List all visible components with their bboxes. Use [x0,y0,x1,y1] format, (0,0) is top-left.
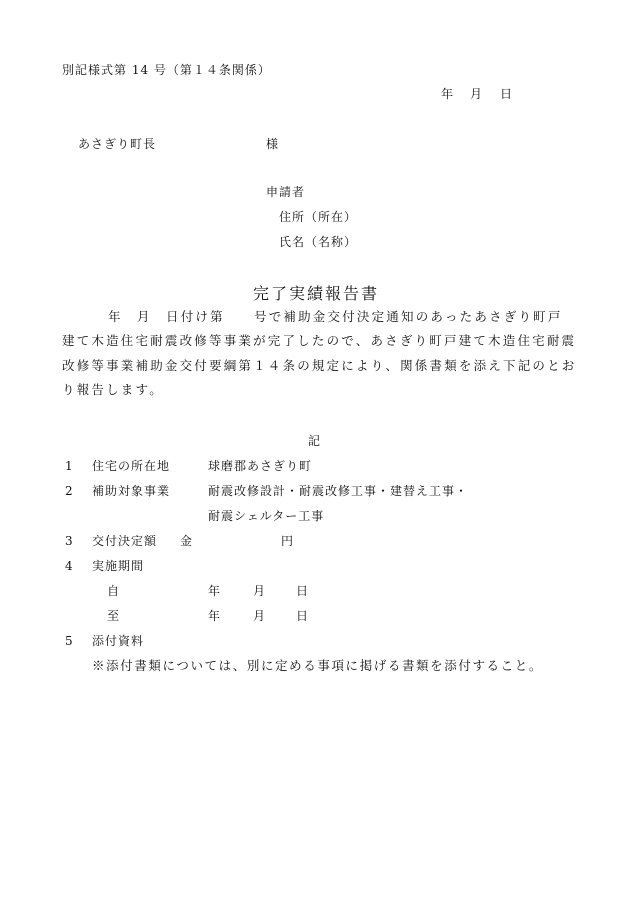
period-to-month: 月 [253,609,267,623]
body-line2: 建て木造住宅耐震改修等事業が完了したので、あさぎり町戸建て木造住宅耐震 [62,333,577,348]
addressee-honorific: 様 [266,137,280,151]
item-5-label: 添付資料 [92,634,145,648]
date-day: 日 [500,87,514,101]
applicant-address-label: 住所（所在） [279,210,358,224]
item-3-label: 交付決定額 [92,534,158,548]
addressee-name: あさぎり町長 [78,137,157,151]
item-1-value: 球磨郡あさぎり町 [208,459,313,473]
form-number: 別記様式第 14 号（第１４条関係） [62,63,271,77]
document-title: 完了実績報告書 [253,284,380,303]
body-line1-rest: 号で補助金交付決定通知のあったあさぎり町戸 [254,309,563,324]
period-to-label: 至 [107,609,121,623]
applicant-label: 申請者 [266,185,306,199]
item-2-value: 耐震改修設計・耐震改修工事・建替え工事・ [208,484,469,498]
item-1-num: 1 [65,459,74,473]
date-month: 月 [470,87,484,101]
body-day-ref: 日付け第 [166,309,225,324]
period-to-day: 日 [296,609,310,623]
ki-heading: 記 [308,434,322,448]
item-3-num: 3 [65,534,74,548]
item-2-num: 2 [65,484,74,498]
item-4-num: 4 [65,559,74,573]
item-2-label: 補助対象事業 [92,484,171,498]
body-line3: 改修等事業補助金交付要綱第１４条の規定により、関係書類を添え下記のとお [62,358,577,373]
body-month: 月 [137,309,152,324]
period-from-year: 年 [208,584,222,598]
applicant-name-label: 氏名（名称） [279,235,358,249]
body-year: 年 [108,309,123,324]
item-5-note: ※添付書類については、別に定める事項に掲げる書類を添付すること。 [92,658,543,673]
item-3-unit: 円 [281,534,295,548]
period-from-label: 自 [107,584,121,598]
item-4-label: 実施期間 [92,559,145,573]
item-5-num: 5 [65,634,74,648]
body-line4: り報告します。 [62,382,164,397]
period-from-day: 日 [296,584,310,598]
item-2-value2: 耐震シェルター工事 [208,509,325,523]
period-to-year: 年 [208,609,222,623]
date-year: 年 [441,87,455,101]
period-from-month: 月 [253,584,267,598]
item-1-label: 住宅の所在地 [92,459,171,473]
item-3-label2: 金 [180,534,194,548]
